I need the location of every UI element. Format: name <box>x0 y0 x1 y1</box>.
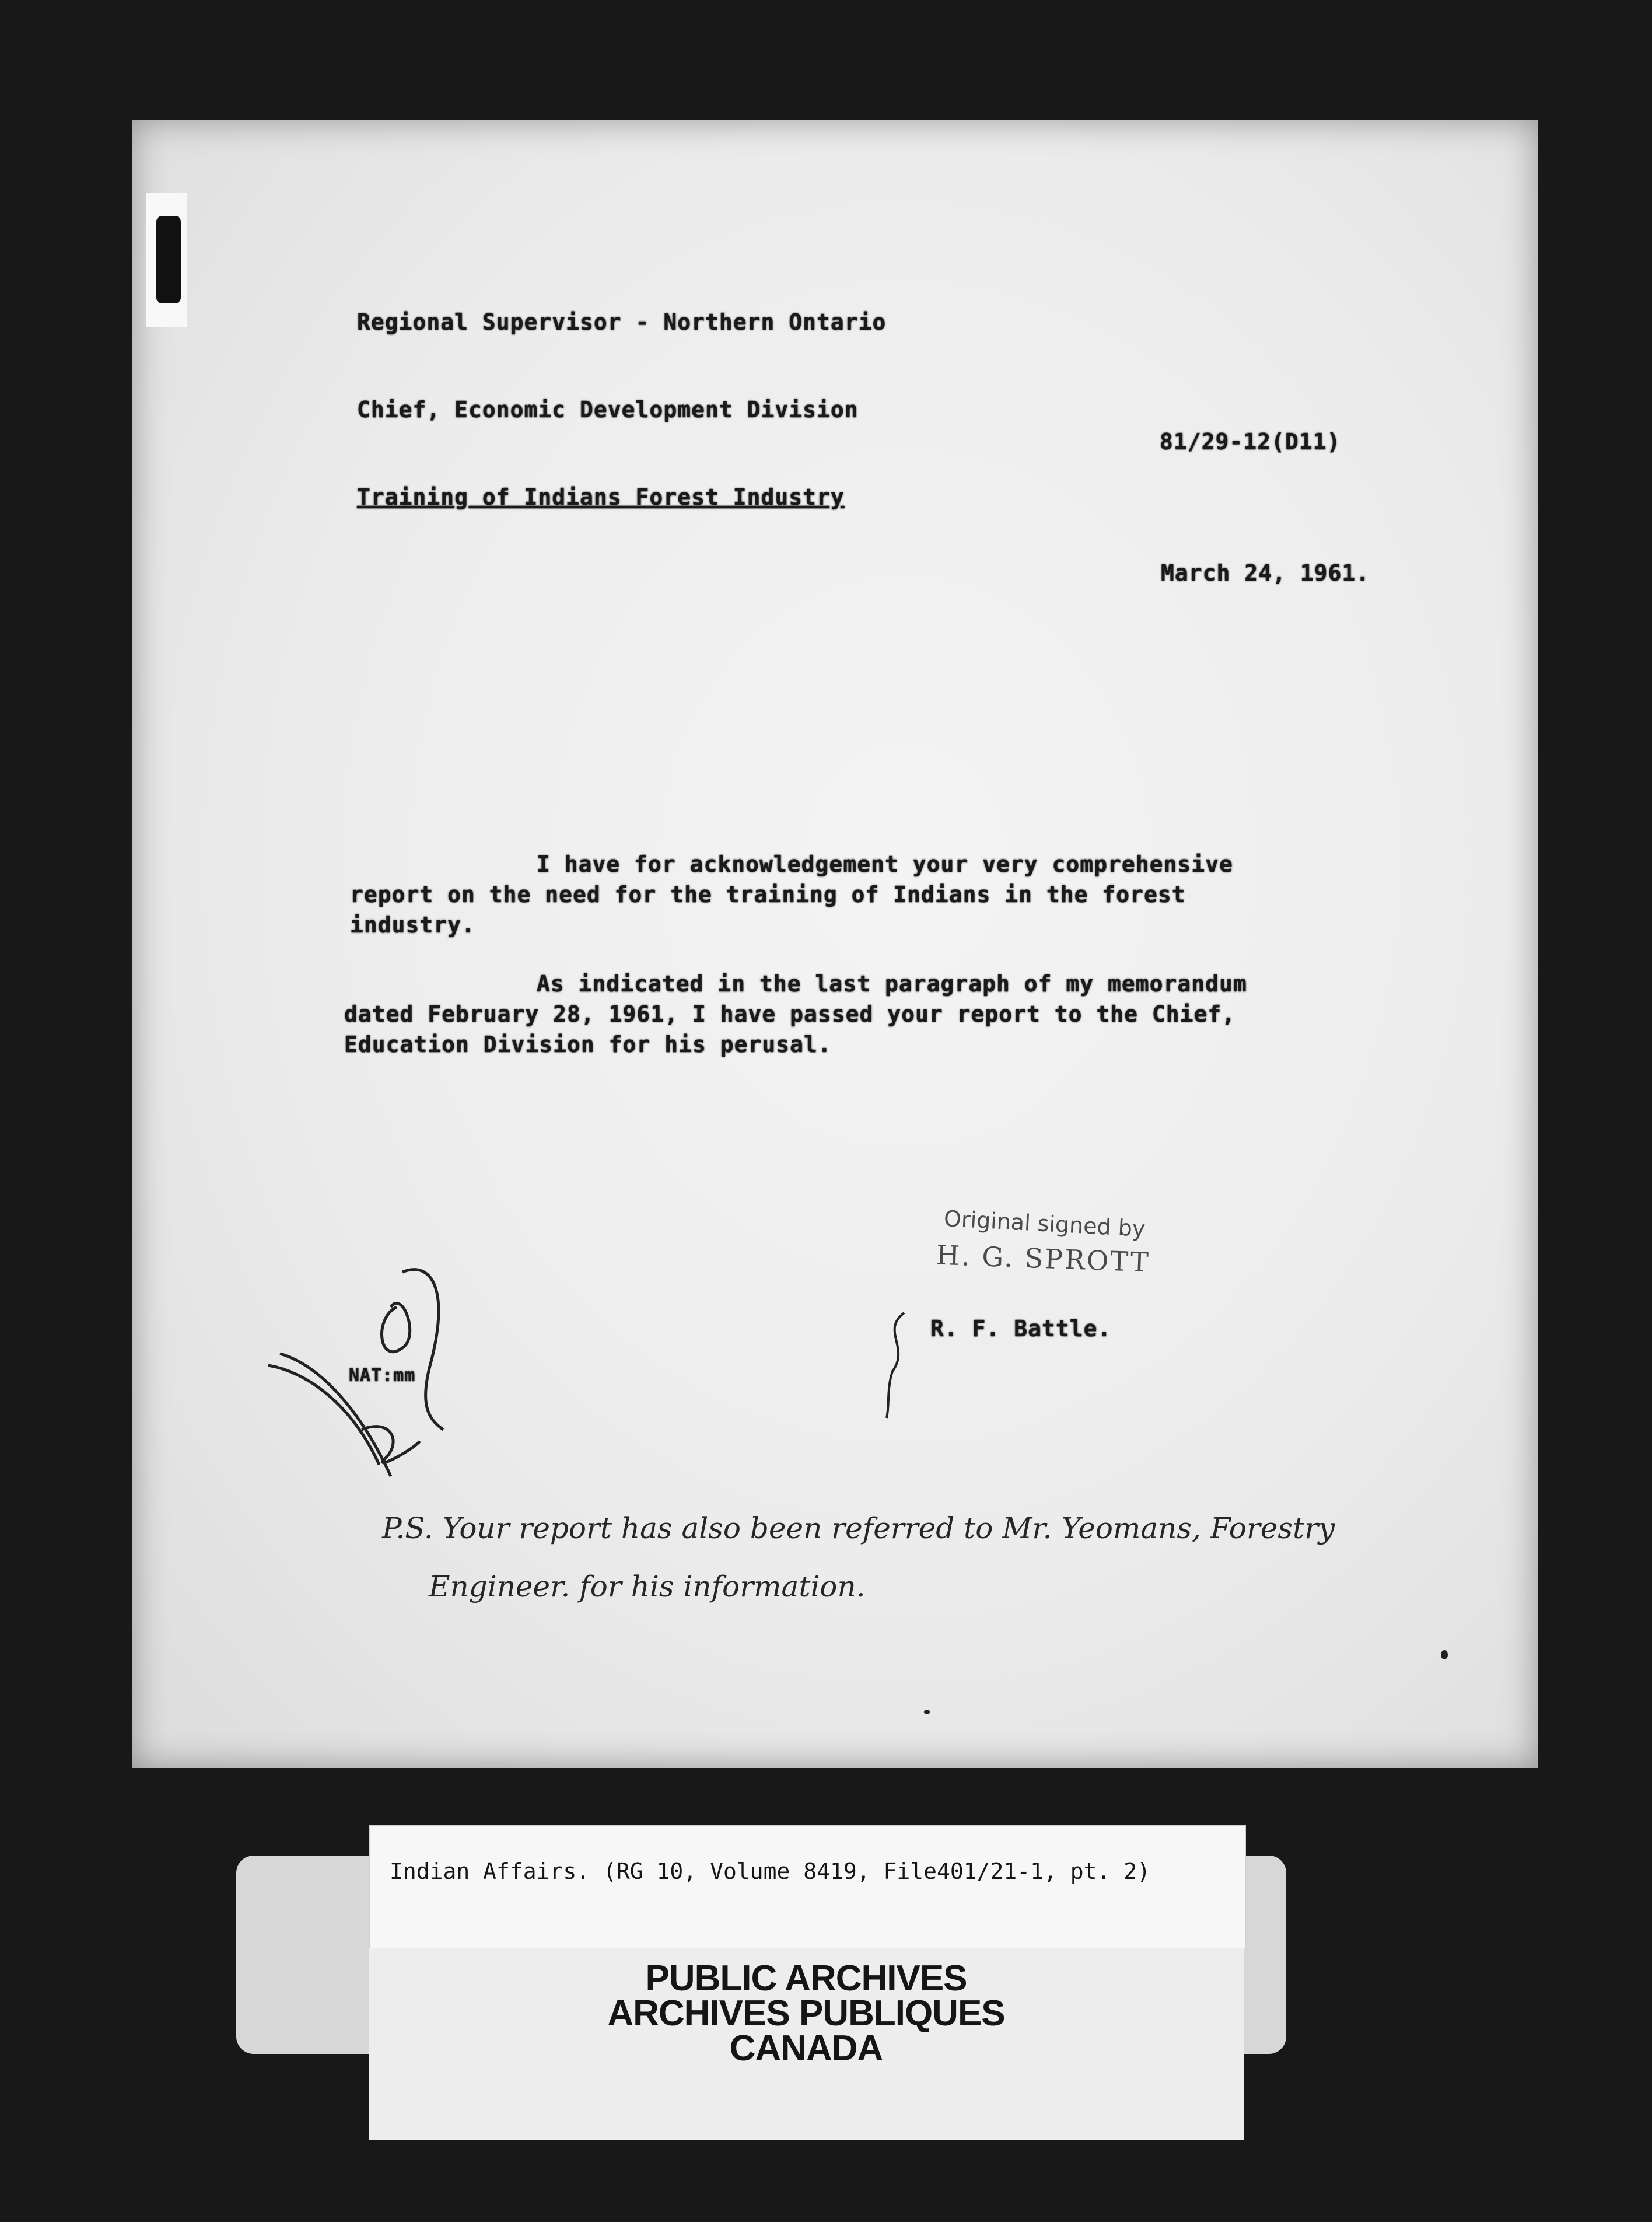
archives-publiques-label: ARCHIVES PUBLIQUES <box>607 1993 1005 2034</box>
body-paragraph-1: I have for acknowledgement your very comprehensive report on the need for the training of Indians in the forest industry. <box>350 851 1233 938</box>
canada-label: CANADA <box>729 2028 883 2069</box>
handwritten-mark <box>869 1307 928 1424</box>
archive-reference: Indian Affairs. (RG 10, Volume 8419, File401/21-1, pt. 2) <box>390 1858 1151 1884</box>
file-reference: 81/29-12(D11) <box>1160 429 1341 455</box>
public-archives-label: PUBLIC ARCHIVES <box>645 1958 967 1999</box>
speck <box>1441 1650 1448 1659</box>
body-paragraph-2: As indicated in the last paragraph of my memorandum dated February 28, 1961, I have passed your report to the Chief, Education Division for his perusal. <box>344 971 1247 1057</box>
postscript-line-1: P.S. Your report has also been referred to Mr. Yeomans, Forestry <box>382 1511 1335 1545</box>
speck <box>924 1710 930 1714</box>
handwritten-initials-signature <box>257 1255 467 1488</box>
recipient-line: Regional Supervisor - Northern Ontario <box>357 309 887 335</box>
sender-line: Chief, Economic Development Division <box>357 397 859 422</box>
signatory-name: R. F. Battle. <box>930 1316 1112 1341</box>
staple-mark <box>146 193 187 327</box>
archive-reference-strip <box>369 1825 1246 1950</box>
original-signed-stamp: Original signed by <box>943 1205 1146 1242</box>
typist-initials: NAT:mm <box>349 1365 416 1386</box>
postscript-line-2: Engineer. for his information. <box>429 1570 866 1603</box>
sprott-stamp: H. G. SPROTT <box>936 1239 1151 1278</box>
subject-line: Training of Indians Forest Industry <box>357 484 845 510</box>
letter-date: March 24, 1961. <box>1161 560 1370 586</box>
